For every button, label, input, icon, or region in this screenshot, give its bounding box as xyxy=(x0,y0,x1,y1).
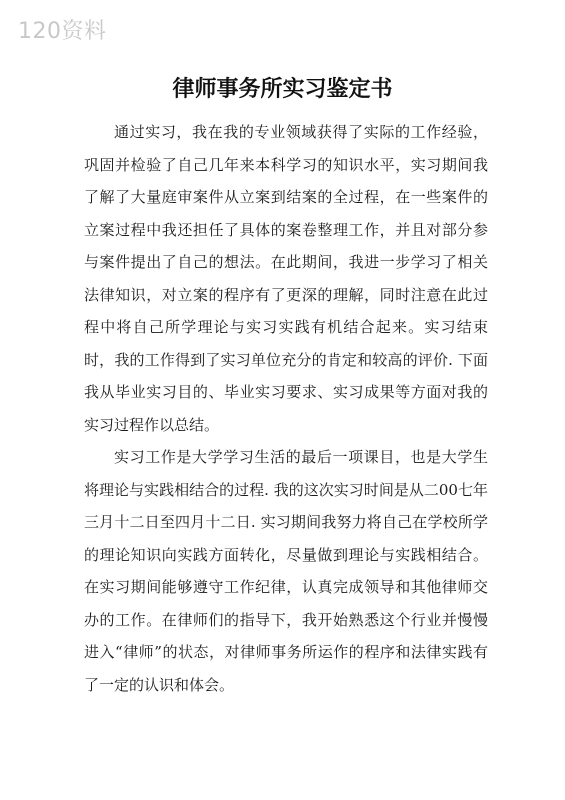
paragraph-2: 实习工作是大学学习生活的最后一项课目，也是大学生将理论与实践相结合的过程. 我的这次实习时间是从二00七年三月十二日至四月十二日. 实习期间我努力将自己在学校所学的理论知识向实践方面转化，尽量做到理论与实践相结合。在实习期间能够遵守工作纪律，认真完成领导和其他律师交办的工作。在律师们的指导下，我开始熟悉这个行业并慢慢进入“律师”的状态，对律师事务所运作的程序和法律实践有了一定的认识和体会。 xyxy=(84,448,488,694)
watermark-logo: 120资料 xyxy=(18,19,107,44)
document-body xyxy=(84,116,488,701)
paragraph-1: 通过实习，我在我的专业领域获得了实际的工作经验，巩固并检验了自己几年来本科学习的知识水平，实习期间我了解了大量庭审案件从立案到结案的全过程，在一些案件的立案过程中我还担任了具体的案卷整理工作，并且对部分参与案件提出了自己的想法。在此期间，我进一步学习了相关法律知识，对立案的程序有了更深的理解，同时注意在此过程中将自己所学理论与实习实践有机结合起来。实习结束时，我的工作得到了实习单位充分的肯定和较高的评价. 下面我从毕业实习目的、毕业实习要求、实习成果等方面对我的实习过程作以总结。 xyxy=(84,123,488,434)
document-title: 律师事务所实习鉴定书 xyxy=(172,77,393,102)
